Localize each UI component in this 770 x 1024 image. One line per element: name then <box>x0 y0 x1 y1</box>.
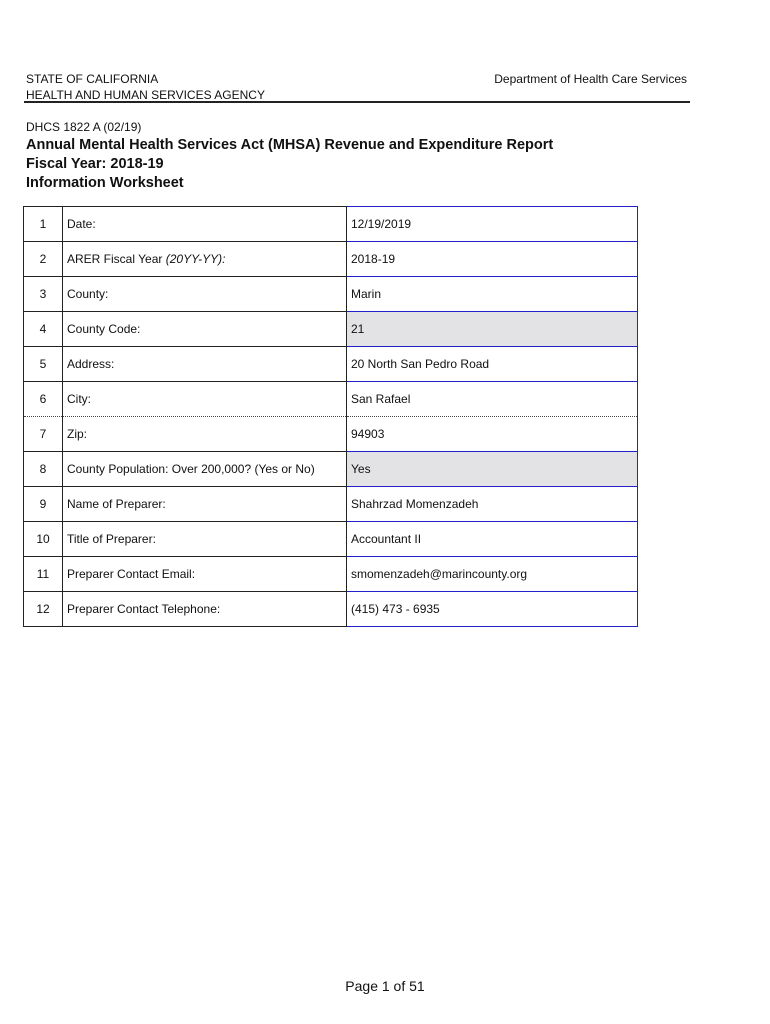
worksheet-title: Information Worksheet <box>26 175 184 191</box>
row-number: 6 <box>24 382 63 417</box>
county-code-field: 21 <box>347 312 638 347</box>
field-label: City: <box>63 382 347 417</box>
table-row <box>24 452 638 487</box>
field-label: Preparer Contact Email: <box>63 557 347 592</box>
row-number: 9 <box>24 487 63 522</box>
field-label: Preparer Contact Telephone: <box>63 592 347 627</box>
preparer-telephone-field[interactable]: (415) 473 - 6935 <box>347 592 638 627</box>
table-row <box>24 242 638 277</box>
state-name: STATE OF CALIFORNIA <box>26 72 159 86</box>
agency-name: HEALTH AND HUMAN SERVICES AGENCY <box>26 88 265 102</box>
address-field[interactable]: 20 North San Pedro Road <box>347 347 638 382</box>
field-label: Name of Preparer: <box>63 487 347 522</box>
table-row <box>24 312 638 347</box>
date-field[interactable]: 12/19/2019 <box>347 207 638 242</box>
form-id: DHCS 1822 A (02/19) <box>26 120 142 134</box>
field-label-format: (20YY-YY): <box>165 252 226 266</box>
preparer-title-field[interactable]: Accountant II <box>347 522 638 557</box>
row-number: 5 <box>24 347 63 382</box>
field-label <box>63 242 347 277</box>
row-number: 8 <box>24 452 63 487</box>
row-number: 2 <box>24 242 63 277</box>
city-field[interactable]: San Rafael <box>347 382 638 417</box>
field-label: County: <box>63 277 347 312</box>
agency-header <box>26 71 265 103</box>
information-worksheet-table <box>23 206 638 627</box>
preparer-name-field[interactable]: Shahrzad Momenzadeh <box>347 487 638 522</box>
row-number: 1 <box>24 207 63 242</box>
table-row <box>24 382 638 417</box>
report-titles <box>26 136 553 193</box>
row-number: 10 <box>24 522 63 557</box>
row-number: 3 <box>24 277 63 312</box>
fiscal-year-title: Fiscal Year: 2018-19 <box>26 156 164 172</box>
field-label-text: ARER Fiscal Year <box>67 252 166 266</box>
field-label: County Population: Over 200,000? (Yes or No) <box>63 452 347 487</box>
table-row <box>24 417 638 452</box>
table-row <box>24 592 638 627</box>
field-label: Date: <box>63 207 347 242</box>
row-number: 7 <box>24 417 63 452</box>
page-number: Page 1 of 51 <box>345 978 425 994</box>
zip-field[interactable]: 94903 <box>347 417 638 452</box>
field-label: Title of Preparer: <box>63 522 347 557</box>
header-divider <box>24 101 690 103</box>
field-label: County Code: <box>63 312 347 347</box>
table-row <box>24 207 638 242</box>
preparer-email-field[interactable]: smomenzadeh@marincounty.org <box>347 557 638 592</box>
county-population-field: Yes <box>347 452 638 487</box>
report-title: Annual Mental Health Services Act (MHSA) Revenue and Expenditure Report <box>26 137 554 153</box>
field-label: Address: <box>63 347 347 382</box>
table-row <box>24 557 638 592</box>
row-number: 11 <box>24 557 63 592</box>
table-row <box>24 522 638 557</box>
field-label: Zip: <box>63 417 347 452</box>
table-row <box>24 487 638 522</box>
row-number: 4 <box>24 312 63 347</box>
county-field[interactable]: Marin <box>347 277 638 312</box>
table-row <box>24 277 638 312</box>
row-number: 12 <box>24 592 63 627</box>
department-name: Department of Health Care Services <box>494 72 687 86</box>
table-row <box>24 347 638 382</box>
arer-fiscal-year-field[interactable]: 2018-19 <box>347 242 638 277</box>
